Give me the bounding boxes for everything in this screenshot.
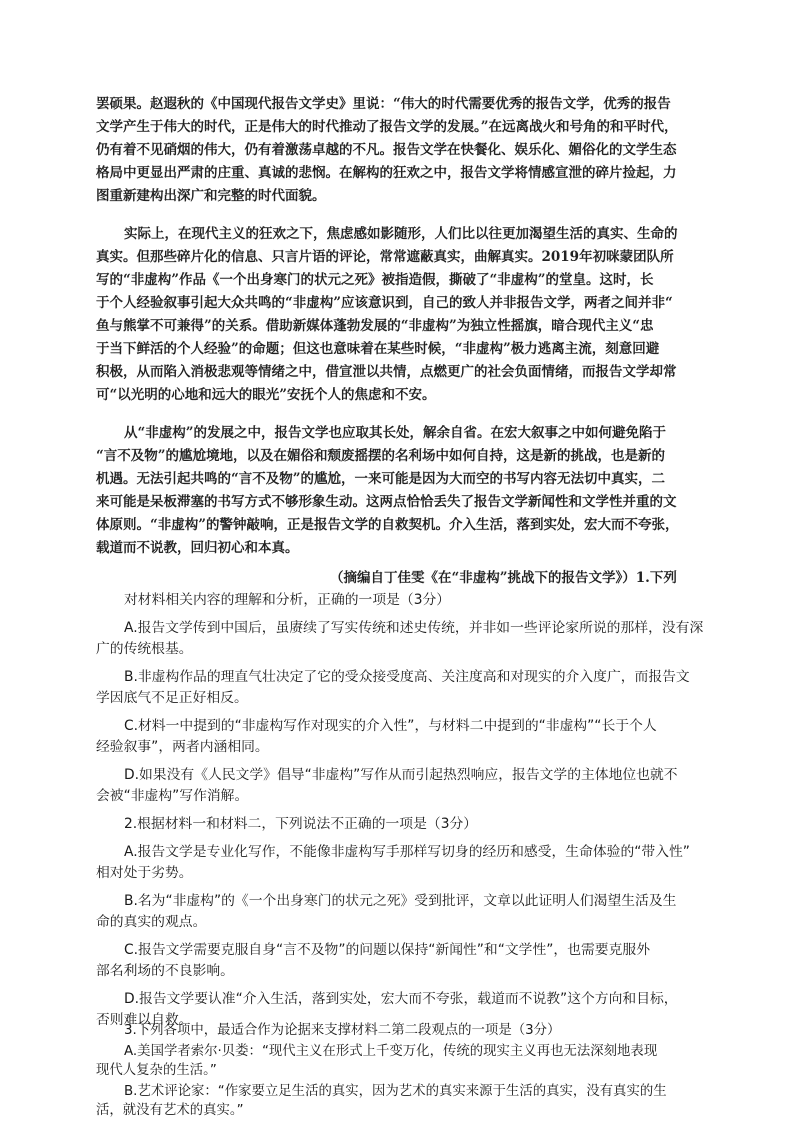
option-line: 现代人复杂的生活。”: [96, 1063, 217, 1078]
option-line: B.艺术评论家：“作家要立足生活的真实，因为艺术的真实来源于生活的真实，没有真实的生: [124, 1084, 667, 1099]
text-line: 实际上，在现代主义的狂欢之下，焦虑感如影随形，人们比以往更加渴望生活的真实、生命的: [124, 226, 678, 242]
option-line: C.报告文学需要克服自身“言不及物”的问题以保持“新闻性”和“文学性”，也需要克服外: [124, 942, 650, 958]
text-line: 体原则。“非虚构”的警钟敲响，正是报告文学的自救契机。介入生活，落到实处，宏大而不夸张，: [96, 517, 679, 533]
option-line: A.美国学者索尔·贝娄：“现代主义在形式上千变万化，传统的现实主义再也无法深刻地表现: [124, 1044, 658, 1059]
question-stem: 3.下列各项中，最适合作为论据来支撑材料二第二段观点的一项是（3分）: [124, 1023, 561, 1038]
text-line: 真实。但那些碎片化的信息、只言片语的评论，常常遮蔽真实，曲解真实。2019年初咪蒙团队所: [96, 249, 674, 265]
text-line: 罢硕果。赵遐秋的《中国现代报告文学史》里说：“伟大的时代需要优秀的报告文学，优秀的报告: [96, 96, 671, 112]
option-line: 活，就没有艺术的真实。”: [96, 1103, 244, 1118]
text-line: 机遇。无法引起共鸣的“言不及物”的尴尬，一来可能是因为大而空的书写内容无法切中真实，二: [96, 471, 666, 487]
question-stem: 对材料相关内容的理解和分析，正确的一项是（3分）: [124, 592, 451, 608]
option-line: 会被“非虚构”写作消解。: [96, 788, 249, 804]
option-line: D.如果没有《人民文学》倡导“非虚构”写作从而引起热烈响应，报告文学的主体地位也就不: [124, 767, 678, 783]
text-line: 载道而不说教，回归初心和本真。: [96, 540, 299, 556]
option-line: D.报告文学要认准“介入生活，落到实处，宏大而不夸张，载道而不说教”这个方向和目标，: [124, 991, 678, 1007]
text-line: 从“非虚构”的发展之中，报告文学也应取其长处，解余自省。在宏大叙事之中如何避免陷于: [124, 425, 667, 441]
option-line: 学因底气不足正好相反。: [96, 690, 248, 706]
text-line: 格局中更显出严肃的庄重、真诚的悲悯。在解构的狂欢之中，报告文学将情感宣泄的碎片捡起，力: [96, 165, 677, 181]
option-line: B.名为“非虚构”的《一个出身寒门的状元之死》受到批评，文章以此证明人们渴望生活及生: [124, 893, 677, 909]
option-line: B.非虚构作品的理直气壮决定了它的受众接受度高、关注度高和对现实的介入度广，而报告文: [124, 669, 690, 685]
text-line: 于个人经验叙事引起大众共鸣的“非虚构”应该意识到，自己的致人并非报告文学，两者之间并非“: [96, 295, 673, 311]
text-line: 图重新建构出深广和完整的时代面貌。: [96, 188, 326, 204]
text-line: “言不及物”的尴尬境地，以及在媚俗和颓废摇摆的名利场中如何自持，这是新的挑战，也是新的: [96, 448, 666, 464]
option-line: 广的传统根基。: [96, 641, 193, 657]
option-line: A.报告文学传到中国后，虽赓续了写实传统和述史传统，并非如一些评论家所说的那样，没有深: [124, 620, 704, 636]
question-stem: 2.根据材料一和材料二，下列说法不正确的一项是（3分）: [124, 816, 478, 832]
text-line: 仍有着不见硝烟的伟大，仍有着激荡卓越的不凡。报告文学在快餐化、娱乐化、媚俗化的文学生态: [96, 142, 677, 158]
option-line: 命的真实的观点。: [96, 914, 207, 930]
option-line: 部名利场的不良影响。: [96, 963, 234, 979]
text-line: 来可能是呆板滞塞的书写方式不够形象生动。这两点恰恰丢失了报告文学新闻性和文学性并重的文: [96, 494, 677, 510]
option-line: C.材料一中提到的“非虚构写作对现实的介入性”，与材料二中提到的“非虚构”“长于个人: [124, 718, 657, 734]
option-line: 相对处于劣势。: [96, 865, 193, 881]
text-line: 于当下鲜活的个人经验”的命题；但这也意味着在某些时候，“非虚构”极力逃离主流，刻意回避: [96, 341, 660, 357]
option-line: 否则难以自救。: [96, 1012, 193, 1028]
source-attribution: （摘编自丁佳雯《在“非虚构”挑战下的报告文学》）1.下列: [330, 570, 677, 586]
text-line: 可“以光明的心地和远大的眼光”安抚个人的焦虑和不安。: [96, 387, 436, 403]
text-line: 文学产生于伟大的时代，正是伟大的时代推动了报告文学的发展。”在远离战火和号角的和平时代，: [96, 119, 678, 135]
option-line: 经验叙事”，两者内涵相同。: [96, 739, 269, 755]
text-line: 鱼与熊掌不可兼得”的关系。借助新媒体蓬勃发展的“非虚构”为独立性摇旗，暗合现代主义“忠: [96, 318, 654, 334]
text-line: 积极，从而陷入消极悲观等情绪之中，借宣泄以共情，点燃更广的社会负面情绪，而报告文学却常: [96, 364, 677, 380]
text-line: 写的“非虚构”作品《一个出身寒门的状元之死》被指造假，撕破了“非虚构”的堂皇。这时，长: [96, 272, 654, 288]
option-line: A.报告文学是专业化写作，不能像非虚构写手那样写切身的经历和感受，生命体验的“带入性”: [124, 844, 690, 860]
